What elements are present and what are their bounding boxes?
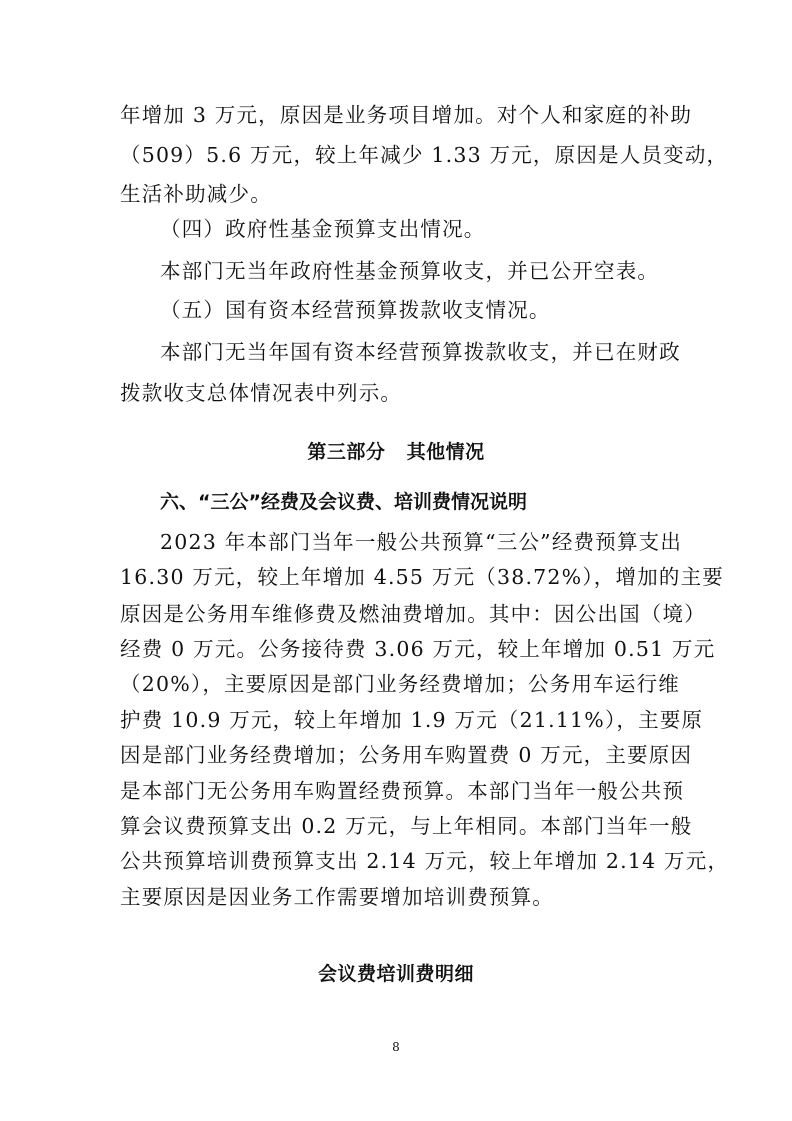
body-text-line: 经费 0 万元。公务接待费 3.06 万元，较上年增加 0.51 万元 — [120, 637, 716, 661]
body-text-line: 本部门无当年国有资本经营预算拨款收支，并已在财政 — [160, 340, 681, 364]
body-text-line: 是本部门无公务用车购置经费预算。本部门当年一般公共预 — [120, 779, 685, 803]
body-text-line: 算会议费预算支出 0.2 万元，与上年相同。本部门当年一般 — [120, 814, 693, 838]
section-heading: （四）政府性基金预算支出情况。 — [160, 217, 486, 241]
body-text-line: 护费 10.9 万元，较上年增加 1.9 万元（21.11%），主要原 — [120, 708, 704, 732]
part-title: 第三部分 其他情况 — [307, 441, 485, 463]
body-text-line: 年增加 3 万元，原因是业务项目增加。对个人和家庭的补助 — [120, 103, 693, 127]
body-text-line: 因是部门业务经费增加；公务用车购置费 0 万元，主要原因 — [120, 743, 693, 767]
body-text-line: 16.30 万元，较上年增加 4.55 万元（38.72%），增加的主要 — [120, 565, 724, 589]
body-text-line: （20%），主要原因是部门业务经费增加；公务用车运行维 — [120, 672, 680, 696]
body-text-line: 主要原因是因业务工作需要增加培训费预算。 — [120, 885, 554, 909]
body-text-line: （509）5.6 万元，较上年减少 1.33 万元，原因是人员变动， — [120, 143, 729, 167]
body-text-line: 公共预算培训费预算支出 2.14 万元，较上年增加 2.14 万元， — [120, 849, 730, 873]
body-text-line: 拨款收支总体情况表中列示。 — [120, 381, 403, 405]
body-text-line: 原因是公务用车维修费及燃油费增加。其中：因公出国（境） — [120, 602, 706, 626]
section-six-heading: 六、“三公”经费及会议费、培训费情况说明 — [160, 491, 527, 513]
body-text-line: 生活补助减少。 — [120, 182, 272, 206]
page-number: 8 — [392, 1040, 400, 1054]
body-text-line: 本部门无当年政府性基金预算收支，并已公开空表。 — [160, 259, 660, 283]
meeting-training-title: 会议费培训费明细 — [317, 963, 474, 985]
section-heading: （五）国有资本经营预算拨款收支情况。 — [160, 298, 551, 322]
body-text-line: 2023 年本部门当年一般公共预算“三公”经费预算支出 — [160, 530, 683, 554]
